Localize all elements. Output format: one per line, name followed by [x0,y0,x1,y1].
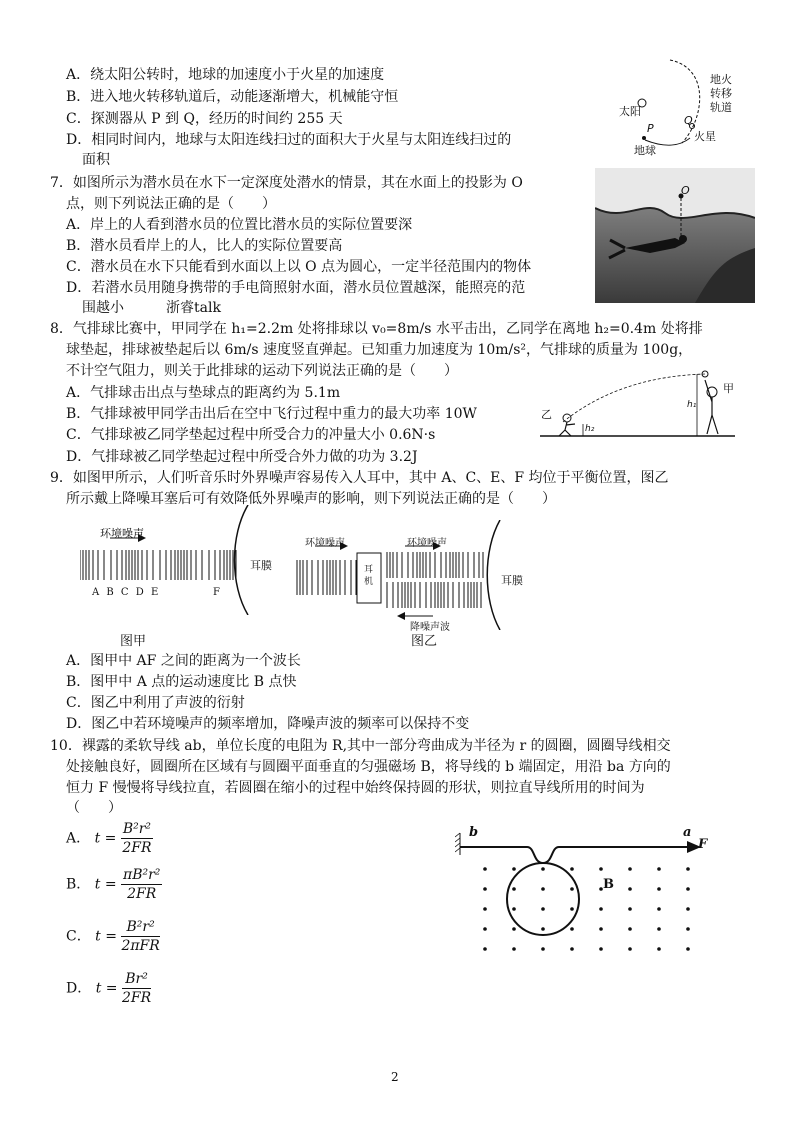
field-dot [541,887,545,891]
q10-option-a-letter: A． [66,830,91,847]
q7-stem-2: 点，则下列说法正确的是（ ） [66,196,276,212]
wire-end-a-label: a [683,825,692,840]
q10-option-a [66,820,153,857]
field-dot [541,947,545,951]
q10-option-b-numerator: πB²r² [123,867,161,883]
orbit-figure [610,58,750,158]
field-dot [541,907,545,911]
q10-option-a-denominator: 2FR [122,840,152,856]
q8-stem-3: 不计空气阻力，则关于此排球的运动下列说法正确的是（ ） [66,363,458,379]
field-dot [512,927,516,931]
field-dot [628,867,632,871]
orbit-label-1: 地火 [710,73,732,86]
q10-option-d-denominator: 2FR [121,990,152,1006]
field-dot [686,867,690,871]
field-dot [570,947,574,951]
q6-option-c: C．探测器从 P 到 Q，经历的时间约 255 天 [66,111,343,127]
orbit-label-2: 转移 [710,87,732,100]
figure-a-noise-label: 环境噪声 [100,527,144,540]
q7-option-d: D．若潜水员用随身携带的手电筒照射水面，潜水员位置越深，能照亮的范 [66,280,526,296]
figure-a-points: A B C D E [92,587,161,598]
q10-option-c-lhs: t = [95,928,117,945]
q7-option-b: B．潜水员看岸上的人，比人的实际位置要高 [66,238,343,254]
q10-option-c-letter: C． [66,928,91,945]
p-label: P [647,122,654,135]
wire-end-b-label: b [469,825,479,840]
field-dot [686,947,690,951]
field-dot [541,927,545,931]
q8-option-d: D．气排球被乙同学垫起过程中所受合外力做的功为 3.2J [66,449,418,465]
q10-option-d-lhs: t = [95,980,118,997]
figure-b-anti-noise-label: 降噪声波 [410,622,450,633]
q6-option-a: A．绕太阳公转时，地球的加速度小于火星的加速度 [66,67,385,83]
q6-option-d: D．相同时间内，地球与太阳连线扫过的面积大于火星与太阳连线扫过的 [66,132,512,148]
q10-option-a-numerator: B²r² [122,821,152,837]
q10-option-b-lhs: t = [94,876,117,893]
figure-a-noise [80,505,280,650]
q9-stem-2: 所示戴上降噪耳塞后可有效降低外界噪声的影响，则下列说法正确的是（ ） [66,491,556,507]
field-dot [570,867,574,871]
earth-label: 地球 [634,144,656,157]
field-dot [483,927,487,931]
field-dot [512,907,516,911]
q6-option-d-cont: 面积 [82,152,110,168]
field-dot [657,947,661,951]
field-dot [686,927,690,931]
q10-option-c-denominator: 2πFR [121,938,160,954]
q9-option-d: D．图乙中若环境噪声的频率增加，降噪声波的频率可以保持不变 [66,716,470,732]
field-dot [599,867,603,871]
diver-photo [595,168,755,303]
volleyball-figure [535,370,735,445]
q9-option-a: A．图甲中 AF 之间的距离为一个波长 [66,653,301,669]
field-dot [599,947,603,951]
figure-b-noise-cancel [295,520,535,650]
q7-option-c: C．潜水员在水下只能看到水面以上以 O 点为圆心，一定半径范围内的物体 [66,259,532,275]
field-dot [512,947,516,951]
h2-label: h₂ [585,424,595,434]
q9-option-b: B．图甲中 A 点的运动速度比 B 点快 [66,674,297,690]
field-dot [657,927,661,931]
field-dot [657,867,661,871]
q10-option-b-denominator: 2FR [127,886,157,902]
q10-option-d [66,970,151,1007]
mars-label: 火星 [694,130,716,143]
figure-a-eardrum-label: 耳膜 [250,559,272,572]
q10-stem-4: （ ） [66,800,122,816]
field-b-label: B [603,877,614,892]
figure-b-noise-in-label: 环境噪声 [305,538,345,549]
q10-option-a-lhs: t = [94,830,117,847]
field-dot [628,887,632,891]
field-dot [628,907,632,911]
field-dot [483,887,487,891]
field-dot [483,947,487,951]
q10-option-d-numerator: Br² [122,970,151,989]
h1-label: h₁ [687,400,697,410]
field-dot [541,867,545,871]
figure-b-eardrum-label: 耳膜 [501,574,523,587]
q10-option-d-letter: D． [66,980,92,997]
q7-option-a: A．岸上的人看到潜水员的位置比潜水员的实际位置要深 [66,217,413,233]
field-dot [570,907,574,911]
field-dot [512,887,516,891]
q8-option-a: A．气排球击出点与垫球点的距离约为 5.1m [66,385,341,401]
field-dot [657,907,661,911]
field-dot [570,887,574,891]
force-f-label: F [698,837,708,852]
q10-option-b [66,866,162,903]
field-dot [570,927,574,931]
field-dot [483,867,487,871]
o-point-label: O [681,184,690,197]
q7-option-d-cont: 围越小 浙睿talk [82,300,221,316]
sun-label: 太阳 [619,105,641,118]
q10-option-b-letter: B． [66,876,91,893]
figure-b-noise-out-label: 环境噪声 [407,538,447,549]
field-dot [657,887,661,891]
q10-stem-1: 10．裸露的柔软导线 ab，单位长度的电阻为 R,其中一部分弯曲成为半径为 r 的圆圈，圆圈导线相交 [50,738,671,754]
figure-a-f: F [213,587,220,598]
field-dot [599,927,603,931]
figure-b-caption: 图乙 [411,634,438,649]
q10-option-c [66,918,160,955]
q8-option-b: B．气排球被甲同学击出后在空中飞行过程中重力的最大功率 10W [66,406,477,422]
jia-label: 甲 [723,382,734,395]
q8-stem-2: 球垫起，排球被垫起后以 6m/s 速度竖直弹起。已知重力加速度为 10m/s²，气排球的质量为 100g， [66,342,693,358]
figure-b-earphone-label: 耳机 [364,565,374,587]
q8-stem-1: 8．气排球比赛中，甲同学在 h₁=2.2m 处将排球以 v₀=8m/s 水平击出，乙同学在离地 h₂=0.4m 处将排 [50,321,703,337]
q9-option-c: C．图乙中利用了声波的衍射 [66,695,245,711]
q-label: Q [684,114,693,127]
wire-loop-figure [455,825,720,955]
field-dot [599,907,603,911]
field-dot [628,927,632,931]
field-dot [686,907,690,911]
q6-option-b: B．进入地火转移轨道后，动能逐渐增大，机械能守恒 [66,89,399,105]
field-dot [483,907,487,911]
q10-stem-2: 处接触良好，圆圈所在区域有与圆圈平面垂直的匀强磁场 B，将导线的 b 端固定，用沿 ba 方向的 [66,759,671,775]
field-dot [512,867,516,871]
yi-label: 乙 [541,408,552,421]
figure-a-caption: 图甲 [120,634,147,649]
field-dot [628,947,632,951]
page-number: 2 [391,1070,399,1084]
orbit-label-3: 轨道 [710,101,732,114]
q10-stem-3: 恒力 F 慢慢将导线拉直，若圆圈在缩小的过程中始终保持圆的形状，则拉直导线所用的时间为 [66,780,645,796]
field-dot [686,887,690,891]
q8-option-c: C．气排球被乙同学垫起过程中所受合力的冲量大小 0.6N·s [66,427,436,443]
q7-stem-1: 7．如图所示为潜水员在水下一定深度处潜水的情景，其在水面上的投影为 O [50,175,523,191]
q9-stem-1: 9．如图甲所示，人们听音乐时外界噪声容易传入人耳中，其中 A、C、E、F 均位于平衡位置，图乙 [50,470,669,486]
q10-option-c-numerator: B²r² [121,918,159,937]
